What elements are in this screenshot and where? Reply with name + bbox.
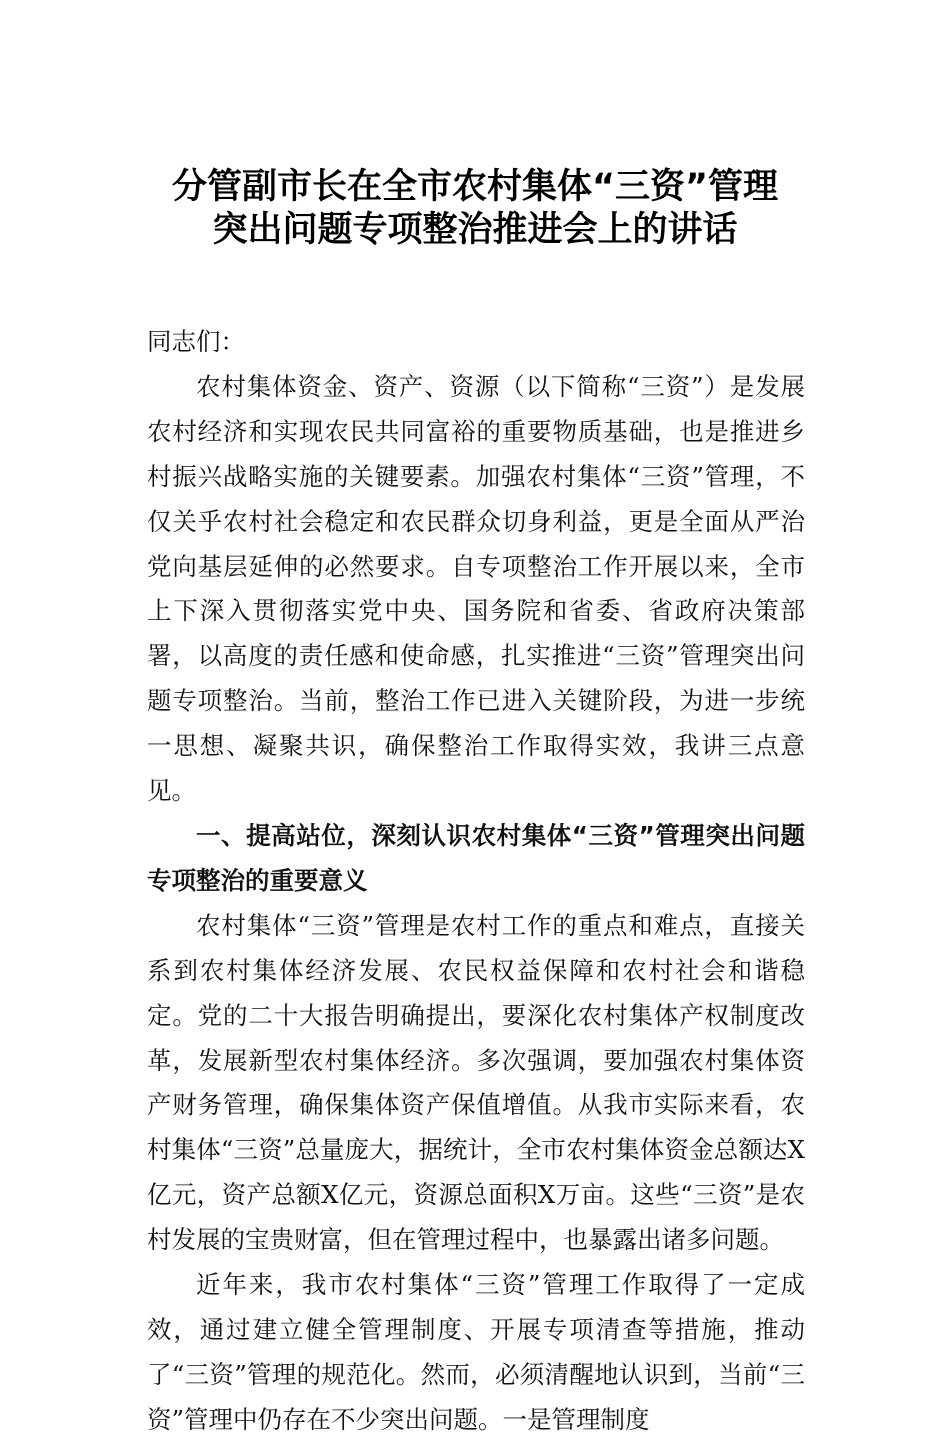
section-heading-1: 一、提高站位，深刻认识农村集体“三资”管理突出问题专项整治的重要意义 bbox=[147, 820, 805, 895]
document-body bbox=[147, 320, 805, 1443]
section-1-paragraph-2: 近年来，我市农村集体“三资”管理工作取得了一定成效，通过建立健全管理制度、开展专项清查等措施，推动了“三资”管理的规范化。然而，必须清醒地认识到，当前“三资”管理中仍存在不少突出问题。一是管理制度 bbox=[147, 1270, 805, 1434]
document-title-line-2: 突出问题专项整治推进会上的讲话 bbox=[212, 210, 738, 250]
intro-paragraph: 农村集体资金、资产、资源（以下简称“三资”）是发展农村经济和实现农民共同富裕的重要物质基础，也是推进乡村振兴战略实施的关键要素。加强农村集体“三资”管理，不仅关乎农村社会稳定和农民群众切身利益，更是全面从严治党向基层延伸的必然要求。自专项整治工作开展以来，全市上下深入贯彻落实党中央、国务院和省委、省政府决策部署，以高度的责任感和使命感，扎实推进“三资”管理突出问题专项整治。当前，整治工作已进入关键阶段，为进一步统一思想、凝聚共识，确保整治工作取得实效，我讲三点意见。 bbox=[147, 371, 805, 806]
document-title-line-1: 分管副市长在全市农村集体“三资”管理 bbox=[171, 167, 778, 207]
section-1-paragraph-1: 农村集体“三资”管理是农村工作的重点和难点，直接关系到农村集体经济发展、农民权益保障和农村社会和谐稳定。党的二十大报告明确提出，要深化农村集体产权制度改革，发展新型农村集体经济。多次强调，要加强农村集体资产财务管理，确保集体资产保值增值。从我市实际来看，农村集体“三资”总量庞大，据统计，全市农村集体资金总额达X亿元，资产总额X亿元，资源总面积X万亩。这些“三资”是农村发展的宝贵财富，但在管理过程中，也暴露出诸多问题。 bbox=[147, 910, 805, 1255]
salutation: 同志们： bbox=[147, 327, 245, 356]
